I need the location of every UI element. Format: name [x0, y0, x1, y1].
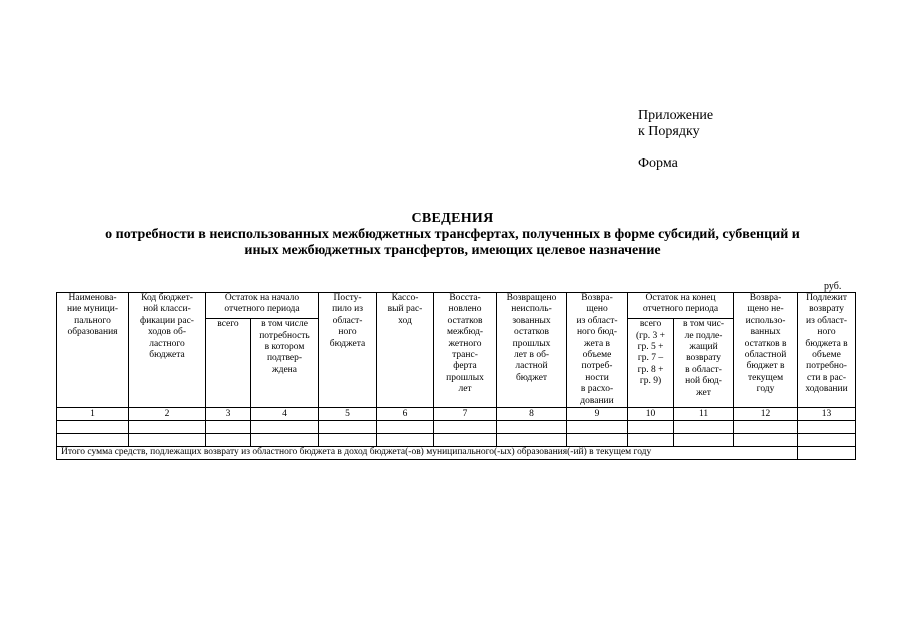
form-label: Форма: [638, 156, 678, 171]
table-cell: [57, 434, 129, 447]
table-cell: [377, 421, 434, 434]
table-cell: [129, 421, 206, 434]
header-balance-start: Остаток на начало отчетного периода: [206, 293, 319, 319]
table-cell: [674, 434, 734, 447]
title-line-3: иных межбюджетных трансфертов, имеющих целевое назначение: [244, 243, 661, 258]
title-line-2: о потребности в неиспользованных межбюджетных трансфертах, полученных в форме субсидий, субвенций и: [105, 227, 800, 242]
header-received: Посту- пило из област- ного бюджета: [319, 293, 377, 408]
column-number: 6: [377, 408, 434, 421]
header-start-total: всего: [206, 319, 251, 408]
table-cell: [206, 434, 251, 447]
column-number: 2: [129, 408, 206, 421]
table-cell: [434, 434, 497, 447]
table-cell: [798, 421, 856, 434]
appendix-reference: к Порядку: [638, 124, 700, 139]
table-cell: [377, 434, 434, 447]
header-municipality: Наименова- ние муници- пального образования: [57, 293, 129, 408]
table-row: [57, 434, 856, 447]
table-cell: [251, 421, 319, 434]
table-cell: [798, 434, 856, 447]
header-cash-expense: Кассо- вый рас- ход: [377, 293, 434, 408]
column-number: 11: [674, 408, 734, 421]
column-number: 9: [567, 408, 628, 421]
table-cell: [129, 434, 206, 447]
report-table: [56, 292, 856, 460]
header-returned-prior: Возвращено неисполь- зованных остатков прошлых лет в об- ластной бюджет: [497, 293, 567, 408]
header-to-return: Подлежит возврату из област- ного бюджета в объеме потребно- сти в рас- ходовании: [798, 293, 856, 408]
header-balance-end: Остаток на конец отчетного периода: [628, 293, 734, 319]
header-start-confirmed: в том числе потребность в котором подтвер- ждена: [251, 319, 319, 408]
table-cell: [628, 434, 674, 447]
currency-unit: руб.: [824, 281, 842, 292]
table-cell: [434, 421, 497, 434]
column-number-row: [57, 408, 856, 421]
column-number: 5: [319, 408, 377, 421]
header-restored: Восста- новлено остатков межбюд- жетного транс- ферта прошлых лет: [434, 293, 497, 408]
table-cell: [734, 434, 798, 447]
header-returned-current: Возвра- щено не- использо- ванных остатков в областной бюджет в текущем году: [734, 293, 798, 408]
table-cell: [567, 421, 628, 434]
table-cell: [497, 421, 567, 434]
column-number: 3: [206, 408, 251, 421]
header-returned-from-regional: Возвра- щено из област- ного бюд- жета в объеме потреб- ности в расхо- довании: [567, 293, 628, 408]
table-cell: [628, 421, 674, 434]
column-number: 8: [497, 408, 567, 421]
column-number: 10: [628, 408, 674, 421]
header-end-to-return: в том чис- ле подле- жащий возврату в област- ной бюд- жет: [674, 319, 734, 408]
column-number: 4: [251, 408, 319, 421]
title-main: СВЕДЕНИЯ: [411, 211, 494, 226]
column-number: 7: [434, 408, 497, 421]
table-cell: [319, 421, 377, 434]
header-row-1: [57, 293, 856, 319]
document-title: [0, 211, 905, 259]
total-row: [57, 447, 856, 460]
table-cell: [319, 434, 377, 447]
column-number: 13: [798, 408, 856, 421]
table-cell: [734, 421, 798, 434]
column-number: 1: [57, 408, 129, 421]
table-cell: [674, 421, 734, 434]
table-cell: [206, 421, 251, 434]
table-cell: [57, 421, 129, 434]
table-cell: [567, 434, 628, 447]
header-budget-code: Код бюджет- ной класси- фикации рас- ходов об- ластного бюджета: [129, 293, 206, 408]
table-row: [57, 421, 856, 434]
total-label: Итого сумма средств, подлежащих возврату из областного бюджета в доход бюджета(-ов) муниципального(-ых) образования(-ий) в текущем году: [57, 447, 798, 460]
appendix-block: [638, 108, 713, 172]
total-value-cell: [798, 447, 856, 460]
header-end-total: всего (гр. 3 + гр. 5 + гр. 7 – гр. 8 + гр. 9): [628, 319, 674, 408]
appendix-title: Приложение: [638, 108, 714, 123]
column-number: 12: [734, 408, 798, 421]
table-cell: [497, 434, 567, 447]
table-cell: [251, 434, 319, 447]
